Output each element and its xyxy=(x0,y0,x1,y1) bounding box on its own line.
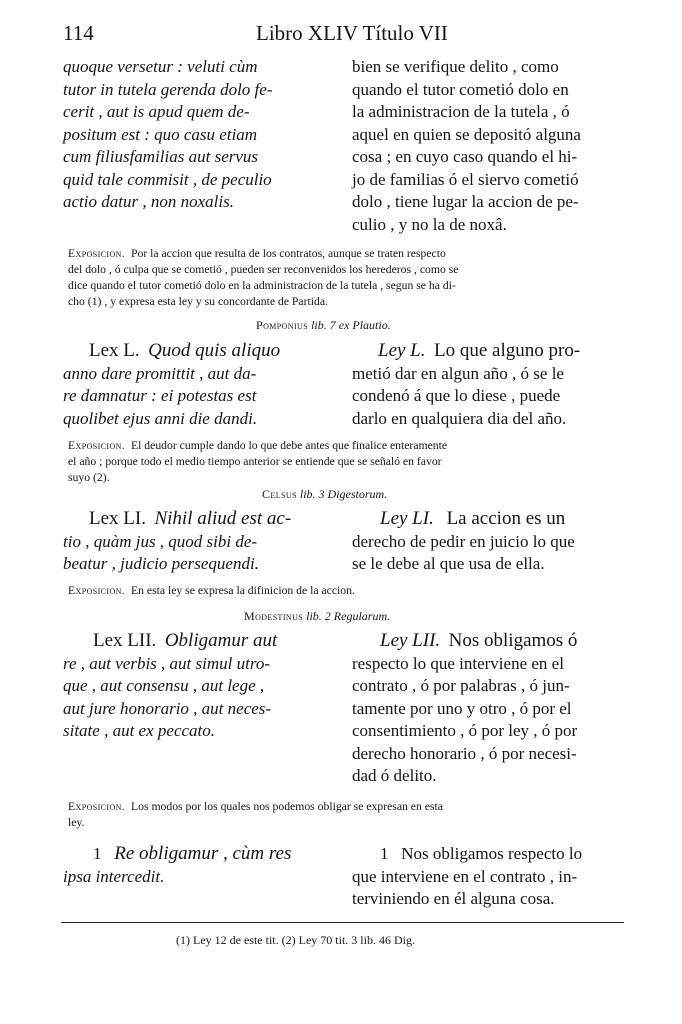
source-citation xyxy=(256,318,391,333)
text-line: Por la accion que resulta de los contratos, aunque se traten respecto xyxy=(130,247,446,260)
text-line: La accion es un xyxy=(446,508,566,529)
lex-heading: Lex LI. xyxy=(89,508,146,529)
text-line: El deudor cumple dando lo que debe antes que finalice enteramente xyxy=(130,439,448,452)
source-author: Pomponius xyxy=(256,318,309,332)
text-line: se le debe al que usa de ella. xyxy=(352,554,545,573)
source-author: Celsus xyxy=(262,487,297,501)
text-line: Nihil aliud est ac- xyxy=(154,508,292,529)
text-line: re , aut verbis , aut simul utro- xyxy=(63,653,270,673)
page-title: Libro XLIV Título VII xyxy=(256,21,448,45)
text-line: Nos obligamos respecto lo xyxy=(401,844,583,863)
latin-text-block-1 xyxy=(63,56,338,214)
text-line: el año ; porque todo el medio tiempo anterior se entiende que se señaló en favor xyxy=(68,455,442,468)
text-line: terviniendo en él alguna cosa. xyxy=(352,889,555,908)
ley-heading: Ley LI. xyxy=(380,508,434,529)
source-author: Modestinus xyxy=(244,609,304,623)
text-line: ley. xyxy=(68,816,85,829)
text-line: Re obligamur , cùm res xyxy=(114,843,292,864)
text-line: tutor in tutela gerenda dolo fe- xyxy=(63,79,273,99)
text-line: sitate , aut ex peccato. xyxy=(63,721,216,740)
text-line: jo de familias ó el siervo cometió xyxy=(352,169,579,189)
text-line: dad ó delito. xyxy=(352,766,437,785)
text-line: quolibet ejus anni die dandi. xyxy=(63,408,258,428)
text-line: actio datur , non noxalis. xyxy=(63,192,234,211)
text-line: tio , quàm jus , quod sibi de- xyxy=(63,531,258,551)
text-line: consentimiento , ó por ley , ó por xyxy=(352,721,578,740)
text-line: quando el tutor cometió dolo en xyxy=(352,79,569,99)
paragraph-number: 1 xyxy=(380,844,389,863)
text-line: Lo que alguno pro- xyxy=(434,340,581,361)
text-line: respecto lo que interviene en el xyxy=(352,653,564,673)
text-line: tamente por uno y otro , ó por el xyxy=(352,698,572,718)
text-line: del dolo , ó culpa que se cometió , pueden ser reconvenidos los herederos , como se xyxy=(68,263,459,276)
source-reference: lib. 7 ex Plautio. xyxy=(311,318,391,332)
text-line: Obligamur aut xyxy=(164,630,278,651)
text-line: dolo , tiene lugar la accion de pe- xyxy=(352,192,579,211)
text-line: contrato , ó por palabras , ó jun- xyxy=(352,676,570,695)
text-line: derecho de pedir en juicio lo que xyxy=(352,531,575,551)
spanish-text-block-4 xyxy=(352,630,624,788)
text-line: quoque versetur : veluti cùm xyxy=(63,57,258,76)
latin-text-block-5 xyxy=(63,843,338,888)
ley-heading: Ley LII. xyxy=(380,630,441,651)
latin-text-block-3 xyxy=(63,508,338,576)
exposicion-3 xyxy=(68,583,620,599)
text-line: beatur , judicio persequendi. xyxy=(63,554,259,573)
text-line: la administracion de la tutela , ó xyxy=(352,102,570,121)
text-line: culio , y no la de noxâ. xyxy=(352,214,507,234)
text-line: En esta ley se expresa la difinicion de la accion. xyxy=(130,584,355,597)
text-line: suyo (2). xyxy=(68,471,110,484)
text-line: ipsa intercedit. xyxy=(63,866,165,886)
spanish-text-block-5 xyxy=(352,843,624,911)
exposicion-label: Exposicion. xyxy=(68,439,126,452)
lex-heading: Lex L. xyxy=(89,340,140,361)
text-line: darlo en qualquiera dia del año. xyxy=(352,408,567,428)
text-line: aut jure honorario , aut neces- xyxy=(63,698,272,718)
text-line: dice quando el tutor cometió dolo en la administracion de la tutela , segun se ha di- xyxy=(68,279,456,292)
text-line: condenó á que lo diese , puede xyxy=(352,386,561,405)
text-line: que interviene en el contrato , in- xyxy=(352,866,578,886)
exposicion-2 xyxy=(68,438,620,486)
text-line: metió dar en algun año , ó se le xyxy=(352,363,564,383)
ley-heading: Ley L. xyxy=(378,340,426,361)
text-line: quid tale commisit , de peculio xyxy=(63,169,272,189)
footnote-divider xyxy=(61,922,624,923)
text-line: cosa ; en cuyo caso quando el hi- xyxy=(352,147,578,166)
exposicion-label: Exposicion. xyxy=(68,800,126,813)
exposicion-4 xyxy=(68,799,620,831)
text-line: que , aut consensu , aut lege , xyxy=(63,676,265,695)
latin-text-block-2 xyxy=(63,340,338,430)
source-citation xyxy=(262,487,387,502)
source-citation xyxy=(244,609,390,624)
text-line: Quod quis aliquo xyxy=(148,340,281,361)
text-line: cum filiusfamilias aut servus xyxy=(63,147,259,166)
spanish-text-block-3 xyxy=(352,508,624,576)
text-line: derecho honorario , ó por necesi- xyxy=(352,743,577,763)
exposicion-label: Exposicion. xyxy=(68,584,126,597)
source-reference: lib. 2 Regularum. xyxy=(306,609,391,623)
text-line: Los modos por los quales nos podemos obligar se expresan en esta xyxy=(130,800,443,813)
text-line: anno dare promittit , aut da- xyxy=(63,363,257,383)
latin-text-block-4 xyxy=(63,630,338,743)
exposicion-1 xyxy=(68,246,620,310)
footnotes: (1) Ley 12 de este tit. (2) Ley 70 tit. 3 lib. 46 Dig. xyxy=(176,933,415,947)
paragraph-number: 1 xyxy=(93,844,102,863)
text-line: cerit , aut is apud quem de- xyxy=(63,102,250,121)
spanish-text-block-2 xyxy=(352,340,624,430)
text-line: cho (1) , y expresa esta ley y su concordante de Partida. xyxy=(68,295,328,308)
text-line: positum est : quo casu etiam xyxy=(63,124,258,144)
spanish-text-block-1 xyxy=(352,56,624,236)
page-number: 114 xyxy=(63,21,94,45)
exposicion-label: Exposicion. xyxy=(68,247,126,260)
source-reference: lib. 3 Digestorum. xyxy=(299,487,388,501)
text-line: re damnatur : ei potestas est xyxy=(63,386,257,405)
lex-heading: Lex LII. xyxy=(93,630,157,651)
text-line: aquel en quien se depositó alguna xyxy=(352,124,581,144)
text-line: Nos obligamos ó xyxy=(448,630,578,651)
text-line: bien se verifique delito , como xyxy=(352,57,559,76)
